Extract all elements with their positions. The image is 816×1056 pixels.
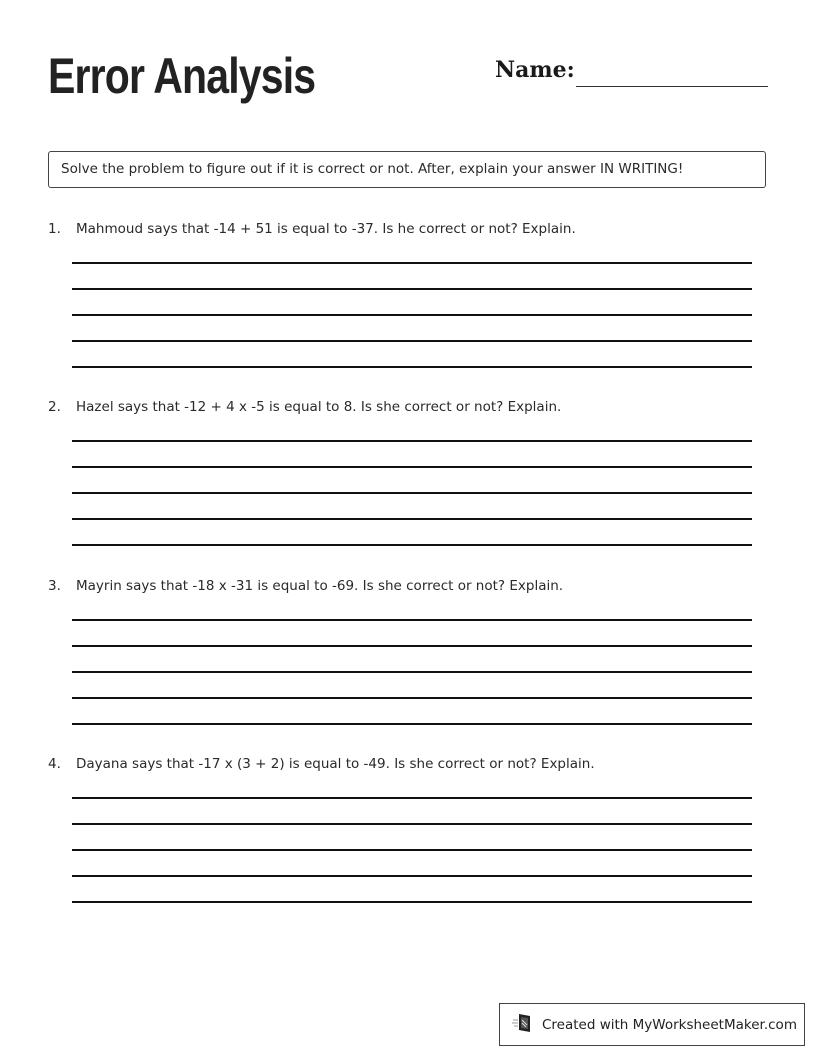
answer-line[interactable] — [72, 340, 752, 342]
answer-line[interactable] — [72, 901, 752, 903]
answer-line[interactable] — [72, 262, 752, 264]
answer-line[interactable] — [72, 671, 752, 673]
instructions-box: Solve the problem to figure out if it is correct or not. After, explain your answer IN WRITING! — [48, 151, 766, 188]
question-3 — [48, 576, 563, 596]
question-text: Dayana says that -17 x (3 + 2) is equal to -49. Is she correct or not? Explain. — [76, 756, 595, 772]
answer-line[interactable] — [72, 723, 752, 725]
name-label: Name: — [495, 57, 575, 83]
worksheet-title: Error Analysis — [48, 48, 316, 104]
answer-line[interactable] — [72, 492, 752, 494]
question-4 — [48, 754, 595, 774]
answer-line[interactable] — [72, 823, 752, 825]
question-2 — [48, 397, 561, 417]
question-text: Mahmoud says that -14 + 51 is equal to -37. Is he correct or not? Explain. — [76, 221, 576, 237]
question-text: Mayrin says that -18 x -31 is equal to -69. Is she correct or not? Explain. — [76, 578, 564, 594]
answer-line[interactable] — [72, 440, 752, 442]
question-number: 4. — [48, 756, 61, 772]
answer-line[interactable] — [72, 314, 752, 316]
question-1 — [48, 219, 576, 239]
name-input-line[interactable] — [576, 86, 768, 87]
answer-line[interactable] — [72, 288, 752, 290]
answer-line[interactable] — [72, 619, 752, 621]
question-text: Hazel says that -12 + 4 x -5 is equal to 8. Is she correct or not? Explain. — [76, 399, 562, 415]
answer-line[interactable] — [72, 518, 752, 520]
answer-line[interactable] — [72, 366, 752, 368]
answer-line[interactable] — [72, 697, 752, 699]
question-number: 2. — [48, 399, 61, 415]
answer-line[interactable] — [72, 645, 752, 647]
answer-line[interactable] — [72, 849, 752, 851]
answer-line[interactable] — [72, 544, 752, 546]
footer-credit[interactable] — [499, 1003, 805, 1046]
question-number: 3. — [48, 578, 61, 594]
answer-line[interactable] — [72, 466, 752, 468]
answer-line[interactable] — [72, 797, 752, 799]
answer-line[interactable] — [72, 875, 752, 877]
worksheet-maker-logo-icon — [512, 1012, 542, 1038]
question-number: 1. — [48, 221, 61, 237]
footer-text: Created with MyWorksheetMaker.com — [542, 1016, 797, 1033]
